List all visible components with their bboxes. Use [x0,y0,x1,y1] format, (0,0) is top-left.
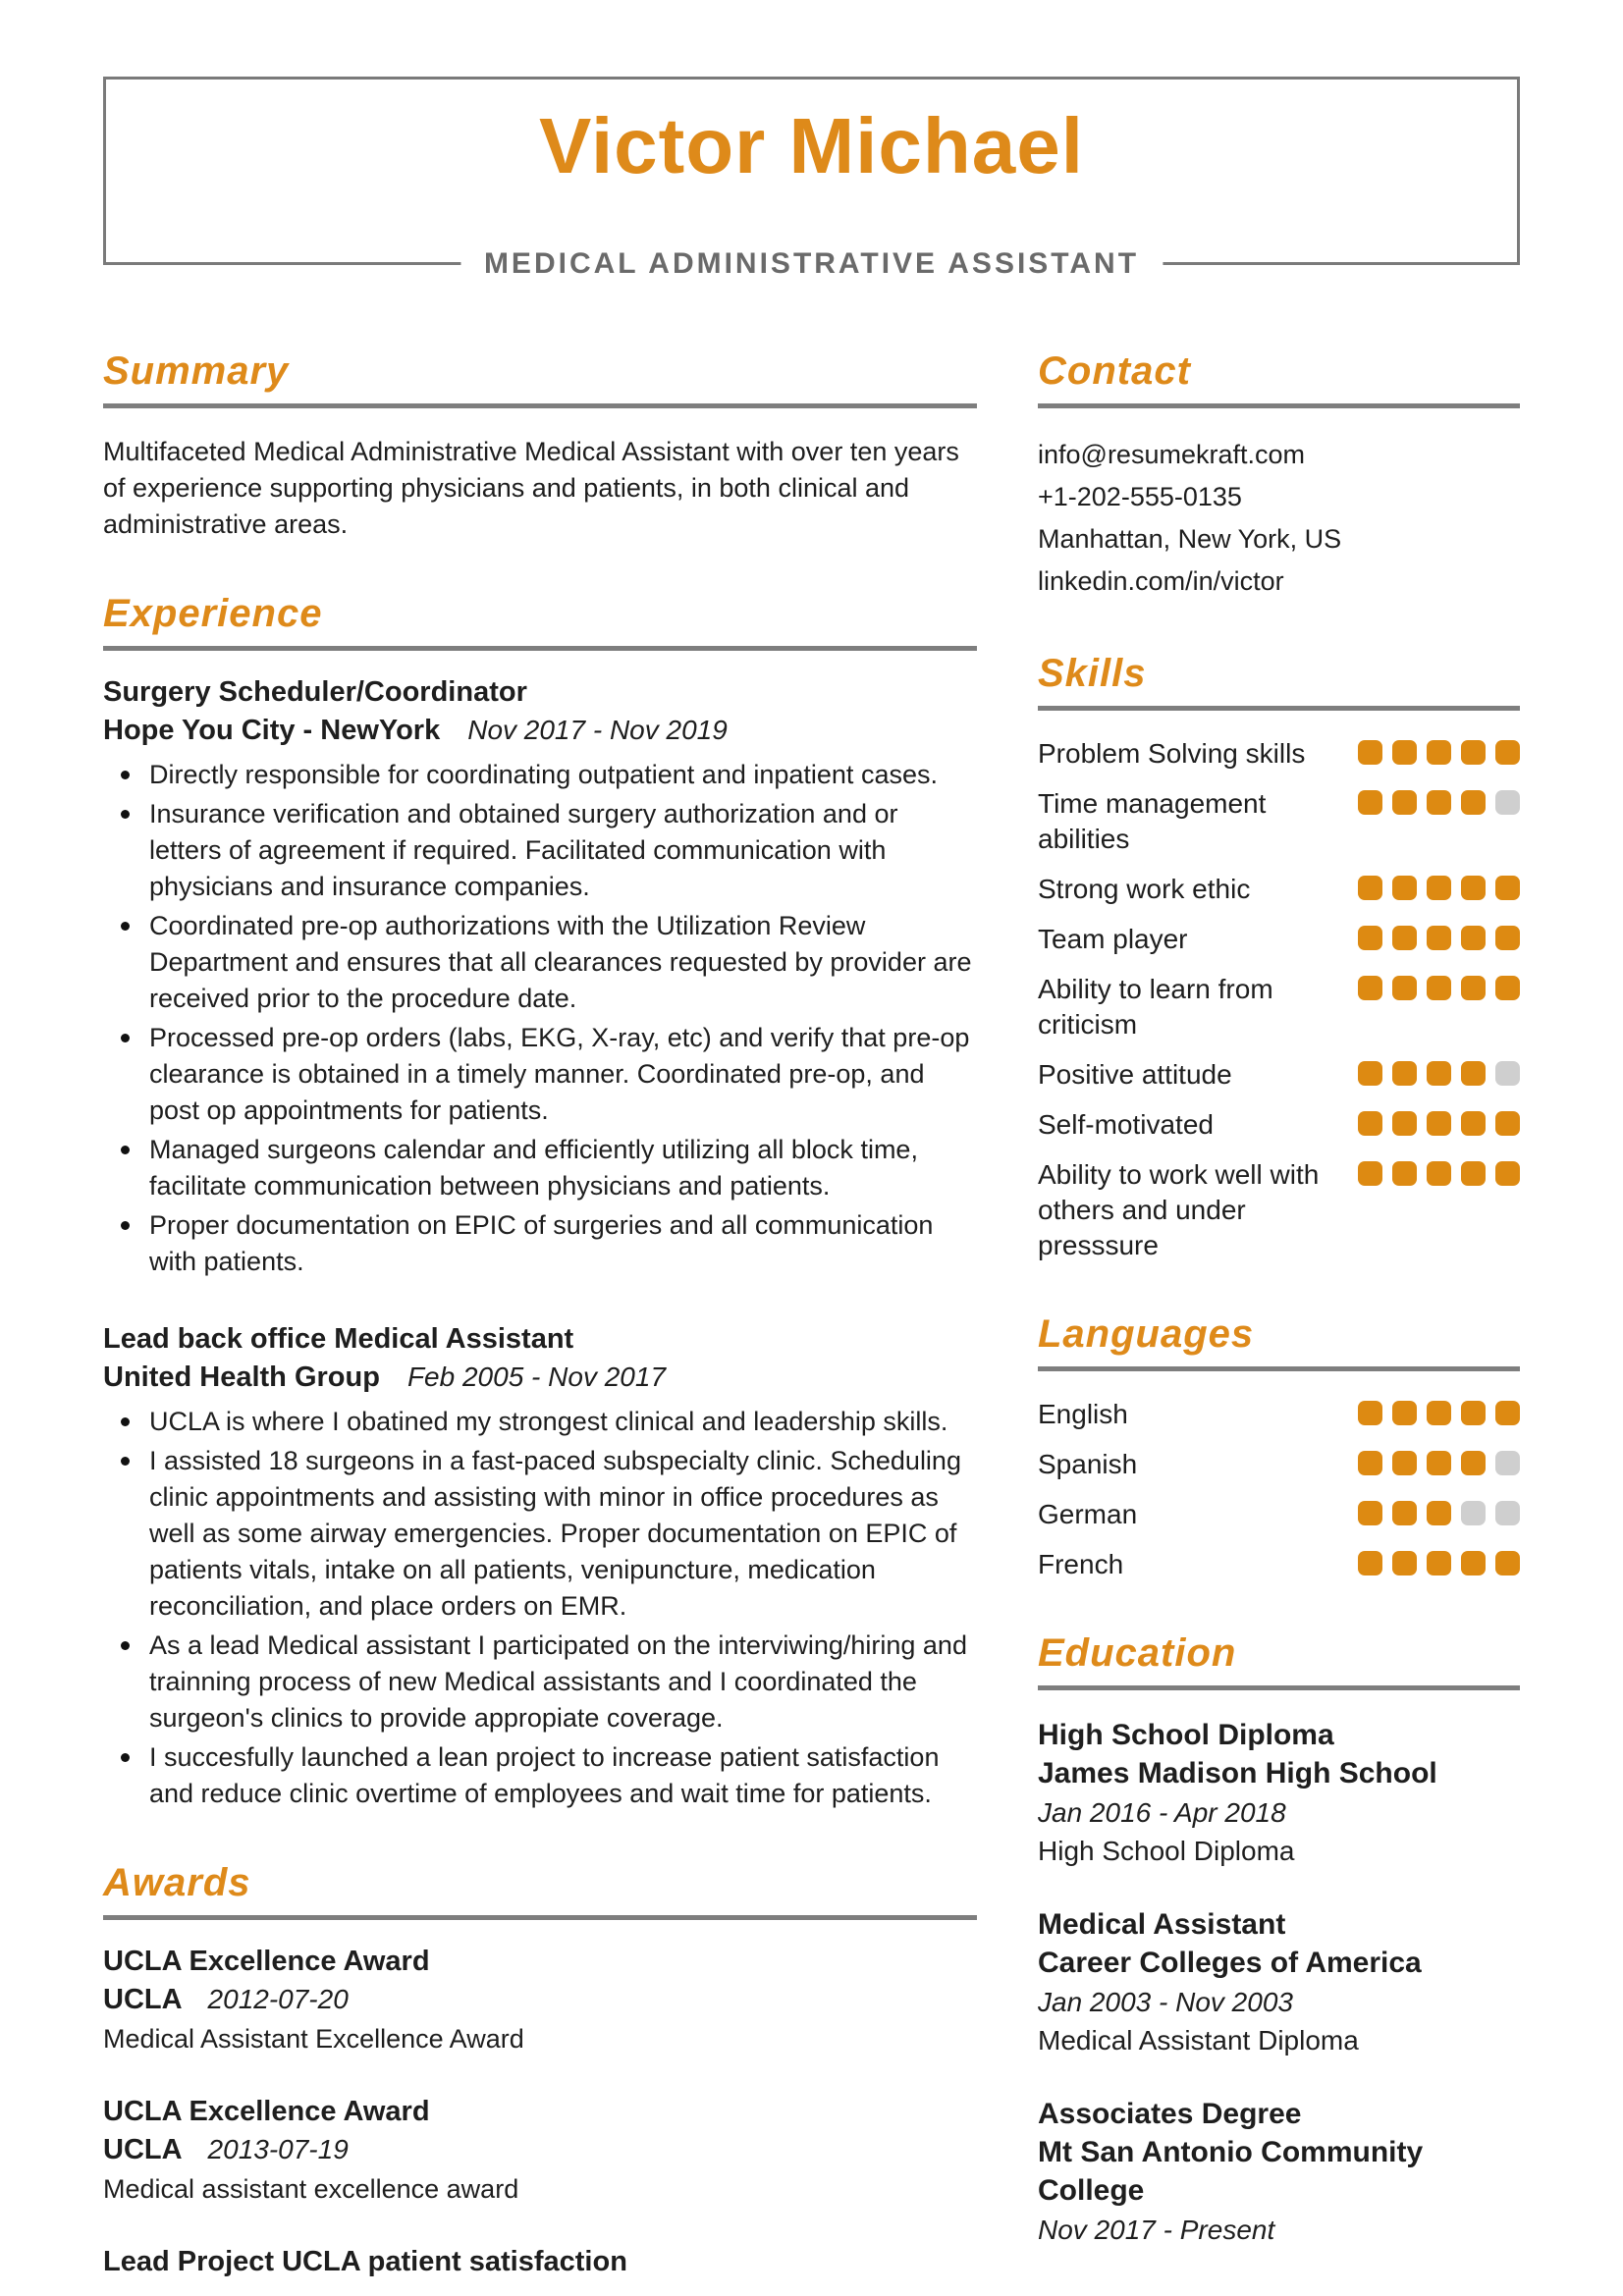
rating-square-filled [1461,1161,1486,1186]
award-date: 2012-07-20 [207,1984,349,2014]
skill-row [1038,1057,1520,1093]
language-name: German [1038,1499,1138,1529]
summary-section [103,349,977,543]
job-title: Surgery Scheduler/Coordinator [103,676,527,708]
job-meta [103,715,977,747]
language-rating [1358,1451,1520,1475]
rating-square-filled [1427,1451,1451,1475]
job-bullet: Proper documentation on EPIC of surgeries and all communication with patients. [103,1207,977,1280]
award-footer: Lead Project UCLA patient satisfaction [103,2246,627,2277]
skill-row [1038,972,1520,1042]
rating-square-filled [1358,1111,1382,1136]
language-name: English [1038,1399,1128,1429]
rating-square-filled [1358,1551,1382,1575]
award-item [103,2096,977,2205]
rating-square-filled [1427,1061,1451,1086]
skill-rating [1358,1161,1520,1186]
rating-square-empty [1495,1501,1520,1525]
award-item [103,1946,977,2055]
language-name: French [1038,1549,1124,1579]
rating-square-filled [1427,1551,1451,1575]
experience-section-head [103,592,977,651]
rating-square-filled [1358,1401,1382,1425]
rating-square-filled [1392,740,1417,765]
education-school: James Madison High School [1038,1757,1437,1789]
skill-row [1038,786,1520,857]
rating-square-filled [1495,1111,1520,1136]
rating-square-empty [1495,1451,1520,1475]
rating-square-filled [1392,1161,1417,1186]
job-bullet: Processed pre-op orders (labs, EKG, X-ray, etc) and verify that pre-op clearance is obtained in a timely manner. Coordinated pre-op, and post op appointments for patients. [103,1020,977,1129]
skill-row [1038,1157,1520,1263]
rating-square-filled [1392,976,1417,1000]
award-meta [103,2134,977,2166]
languages-section [1038,1312,1520,1582]
skills-heading: Skills [1038,652,1147,695]
language-name: Spanish [1038,1449,1138,1479]
education-item [1038,1716,1520,1870]
award-date: 2013-07-19 [207,2134,349,2164]
rating-square-filled [1427,926,1451,950]
languages-heading: Languages [1038,1312,1255,1356]
candidate-name: Victor Michael [539,102,1084,189]
skill-rating [1358,876,1520,900]
skill-rating [1358,790,1520,815]
rating-square-filled [1392,926,1417,950]
awards-section [103,1861,977,2278]
rating-square-filled [1358,1161,1382,1186]
rating-square-filled [1427,1401,1451,1425]
skill-rating [1358,740,1520,765]
rating-square-filled [1461,790,1486,815]
left-column [103,349,977,2296]
job-bullet: UCLA is where I obatined my strongest clinical and leadership skills. [103,1404,977,1440]
skill-name: Time management abilities [1038,788,1267,854]
rating-square-filled [1427,876,1451,900]
skill-row [1038,872,1520,907]
rating-square-filled [1461,926,1486,950]
skill-name: Ability to learn from criticism [1038,974,1273,1040]
rating-square-filled [1427,1501,1451,1525]
rating-square-filled [1358,1061,1382,1086]
skill-row [1038,736,1520,772]
rating-square-filled [1358,926,1382,950]
rating-square-filled [1495,876,1520,900]
job-bullet: As a lead Medical assistant I participated on the interviwing/hiring and trainning process of new Medical assistants and I coordinated the surgeon's clinics to provide appropiate coverage. [103,1628,977,1736]
job-bullet: I assisted 18 surgeons in a fast-paced subspecialty clinic. Scheduling clinic appointments and assisting with minor in office procedures as well as some airway emergencies. Proper documentation on EPIC of patients vitals, intake on all patients, venipuncture, medication reconciliation, and place orders on EMR. [103,1443,977,1625]
language-rating [1358,1501,1520,1525]
rating-square-empty [1461,1501,1486,1525]
rating-square-empty [1495,790,1520,815]
award-title: UCLA Excellence Award [103,1946,430,1977]
education-degree: Medical Assistant [1038,1908,1286,1941]
rating-square-filled [1358,876,1382,900]
skill-rating [1358,1061,1520,1086]
rating-square-filled [1358,740,1382,765]
job-dates: Nov 2017 - Nov 2019 [467,715,728,745]
rating-square-filled [1358,976,1382,1000]
rating-square-filled [1461,1551,1486,1575]
job-company: Hope You City - NewYork [103,715,441,746]
language-row [1038,1447,1520,1482]
rating-square-filled [1358,1501,1382,1525]
rating-square-filled [1392,1451,1417,1475]
contact-heading: Contact [1038,349,1191,393]
job-bullet-list [103,1404,977,1812]
job-bullet: Directly responsible for coordinating outpatient and inpatient cases. [103,757,977,793]
rating-square-filled [1461,1401,1486,1425]
contact-location: Manhattan, New York, US [1038,524,1342,554]
award-issuer: UCLA [103,2134,183,2165]
candidate-job-title: MEDICAL ADMINISTRATIVE ASSISTANT [460,247,1163,281]
award-description: Medical Assistant Excellence Award [103,2024,524,2054]
education-heading: Education [1038,1631,1237,1675]
job-meta [103,1362,977,1394]
job-item [103,1323,977,1812]
education-note: Medical Assistant Diploma [1038,2025,1359,2056]
rating-square-filled [1427,1161,1451,1186]
education-dates: Jan 2016 - Apr 2018 [1038,1797,1286,1828]
education-section-head [1038,1631,1520,1690]
education-degree: High School Diploma [1038,1719,1334,1751]
award-description: Medical assistant excellence award [103,2174,519,2204]
job-bullet: Managed surgeons calendar and efficiently utilizing all block time, facilitate communication between physicians and patients. [103,1132,977,1204]
job-item [103,676,977,1280]
job-bullet: Insurance verification and obtained surgery authorization and or letters of agreement if required. Facilitated communication with physicians and insurance companies. [103,796,977,905]
language-rating [1358,1401,1520,1425]
rating-square-filled [1427,740,1451,765]
rating-square-filled [1427,976,1451,1000]
rating-square-filled [1495,1161,1520,1186]
language-row [1038,1547,1520,1582]
skill-rating [1358,926,1520,950]
contact-phone: +1-202-555-0135 [1038,482,1242,511]
language-row [1038,1397,1520,1432]
languages-section-head [1038,1312,1520,1371]
rating-square-filled [1461,1061,1486,1086]
job-company: United Health Group [103,1362,380,1393]
rating-square-filled [1495,926,1520,950]
job-dates: Feb 2005 - Nov 2017 [406,1362,667,1392]
contact-section [1038,349,1520,603]
rating-square-filled [1495,1551,1520,1575]
rating-square-filled [1392,1551,1417,1575]
skill-name: Self-motivated [1038,1109,1214,1140]
education-note: High School Diploma [1038,1836,1295,1866]
education-school: Mt San Antonio Community College [1038,2136,1424,2207]
language-row [1038,1497,1520,1532]
education-dates: Jan 2003 - Nov 2003 [1038,1987,1293,2017]
education-dates: Nov 2017 - Present [1038,2215,1275,2245]
skill-name: Team player [1038,924,1188,954]
education-degree: Associates Degree [1038,2098,1302,2130]
rating-square-filled [1427,790,1451,815]
header [103,77,1520,280]
education-school: Career Colleges of America [1038,1947,1422,1979]
summary-section-head [103,349,977,408]
education-item [1038,1905,1520,2059]
rating-square-filled [1461,1111,1486,1136]
rating-square-filled [1392,1111,1417,1136]
rating-square-filled [1392,1061,1417,1086]
rating-square-filled [1392,876,1417,900]
rating-square-filled [1461,740,1486,765]
award-meta [103,1984,977,2016]
education-section [1038,1631,1520,2250]
skill-row [1038,1107,1520,1143]
rating-square-filled [1358,790,1382,815]
experience-section [103,592,977,1812]
rating-square-filled [1461,976,1486,1000]
right-column [1038,349,1520,2296]
awards-section-head [103,1861,977,1920]
rating-square-filled [1461,1451,1486,1475]
rating-square-filled [1392,1401,1417,1425]
education-item [1038,2095,1520,2250]
language-rating [1358,1551,1520,1575]
rating-square-filled [1392,790,1417,815]
skills-section-head [1038,652,1520,711]
skill-name: Problem Solving skills [1038,738,1306,769]
rating-square-empty [1495,1061,1520,1086]
contact-section-head [1038,349,1520,408]
experience-heading: Experience [103,592,323,635]
skill-rating [1358,1111,1520,1136]
job-bullet-list [103,757,977,1280]
skill-name: Ability to work well with others and under presssure [1038,1159,1320,1260]
summary-text: Multifaceted Medical Administrative Medical Assistant with over ten years of experience supporting physicians and patients, in both clinical and administrative areas. [103,437,959,539]
main-content [0,349,1623,2296]
award-title: UCLA Excellence Award [103,2096,430,2127]
rating-square-filled [1495,1401,1520,1425]
skill-row [1038,922,1520,957]
rating-square-filled [1358,1451,1382,1475]
skill-name: Positive attitude [1038,1059,1232,1090]
rating-square-filled [1495,740,1520,765]
rating-square-filled [1461,876,1486,900]
rating-square-filled [1495,976,1520,1000]
job-bullet: I succesfully launched a lean project to increase patient satisfaction and reduce clinic overtime of employees and wait time for patients. [103,1739,977,1812]
contact-linkedin: linkedin.com/in/victor [1038,566,1284,596]
skills-section [1038,652,1520,1263]
skill-rating [1358,976,1520,1000]
summary-heading: Summary [103,349,290,393]
job-bullet: Coordinated pre-op authorizations with the Utilization Review Department and ensures that all clearances requested by provider are received prior to the procedure date. [103,908,977,1017]
awards-heading: Awards [103,1861,251,1904]
rating-square-filled [1427,1111,1451,1136]
skill-name: Strong work ethic [1038,874,1251,904]
job-title: Lead back office Medical Assistant [103,1323,574,1355]
contact-email: info@resumekraft.com [1038,440,1305,469]
award-issuer: UCLA [103,1984,183,2015]
rating-square-filled [1392,1501,1417,1525]
